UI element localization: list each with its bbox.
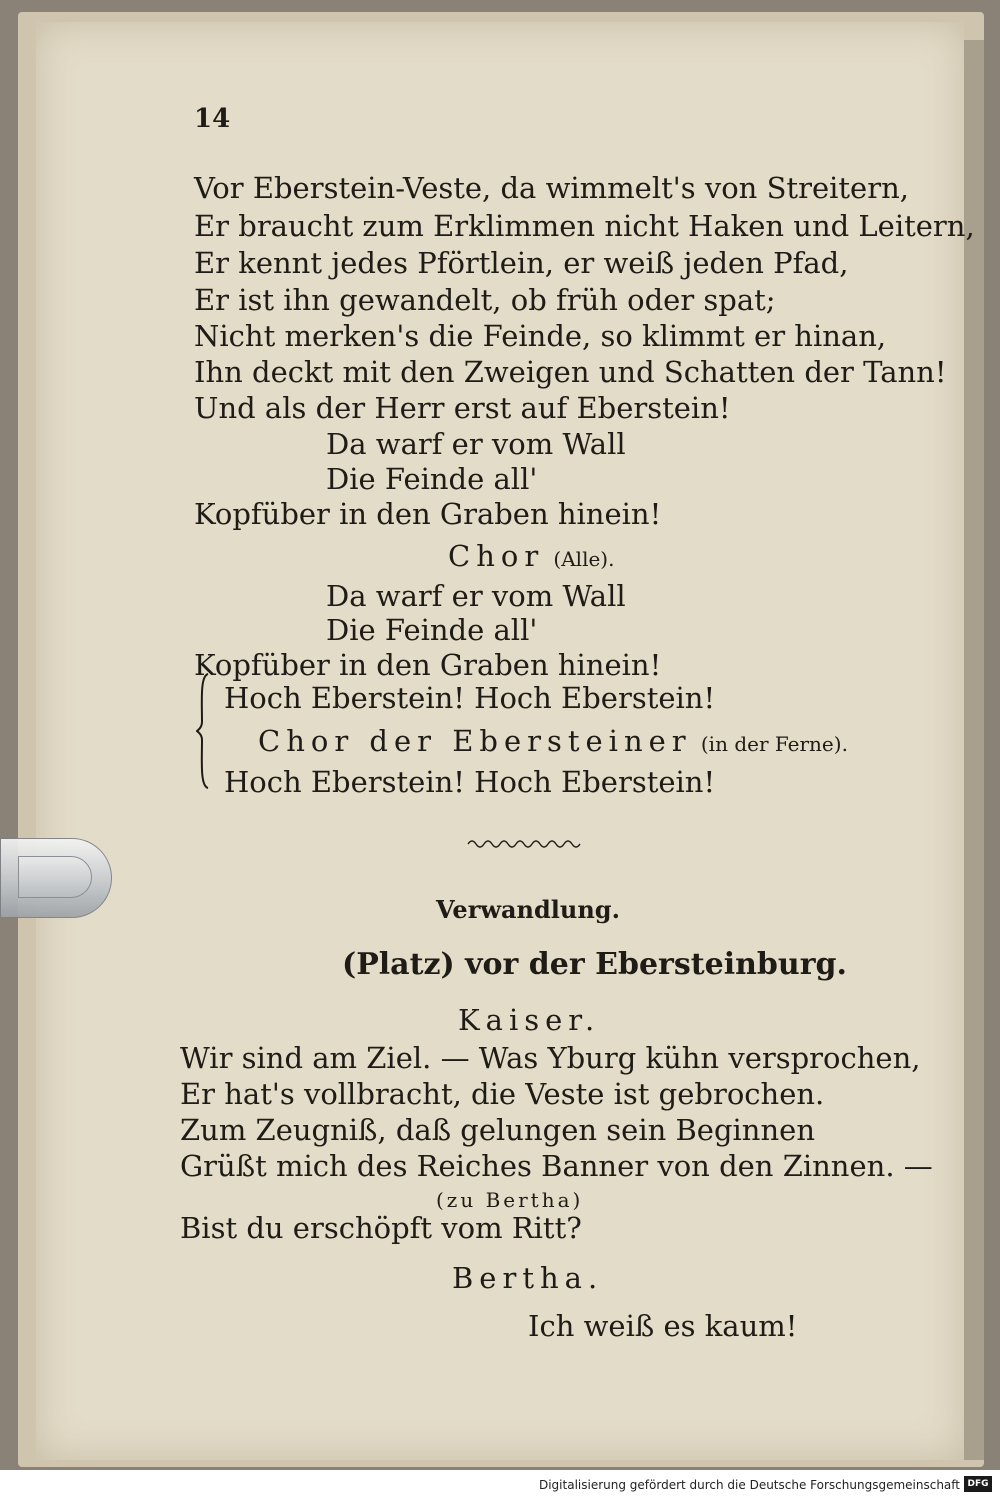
dfg-logo: DFG [964, 1476, 992, 1492]
verse-line: Er braucht zum Erklimmen nicht Haken und Leitern, [194, 209, 975, 243]
footer-bar [0, 1470, 1000, 1501]
paper-clip-icon [0, 820, 118, 938]
hoch-line: Hoch Eberstein! Hoch Eberstein! [224, 765, 716, 799]
chorus-line: Kopfüber in den Graben hinein! [194, 648, 662, 682]
verse-line: Da warf er vom Wall [326, 427, 626, 461]
verse-line: Ihn deckt mit den Zweigen und Schatten der Tann! [194, 355, 947, 389]
dialogue-line: Grüßt mich des Reiches Banner von den Zinnen. — [180, 1149, 933, 1183]
speaker-name: Bertha. [452, 1261, 604, 1295]
verse-line: Vor Eberstein-Veste, da wimmelt's von Streitern, [194, 171, 909, 205]
dialogue-line: Ich weiß es kaum! [528, 1309, 798, 1343]
chorus-line: Die Feinde all' [326, 613, 538, 647]
ebersteiner-chorus-heading: Chor der Ebersteiner (in der Ferne). [258, 724, 848, 758]
page-number: 14 [194, 104, 231, 134]
verse-line: Er ist ihn gewandelt, ob früh oder spat; [194, 283, 776, 317]
dialogue-line: Zum Zeugniß, daß gelungen sein Beginnen [180, 1113, 815, 1147]
chorus-heading: Chor (Alle). [448, 539, 615, 573]
ornament-divider [466, 836, 586, 850]
verse-line: Kopfüber in den Graben hinein! [194, 497, 662, 531]
dialogue-line: Wir sind am Ziel. — Was Yburg kühn versprochen, [180, 1041, 921, 1075]
stage-direction: (zu Bertha) [436, 1188, 584, 1212]
verse-line: Und als der Herr erst auf Eberstein! [194, 391, 731, 425]
scene-change-heading: Verwandlung. [436, 895, 620, 924]
footer-credit: Digitalisierung gefördert durch die Deutsche Forschungsgemeinschaft [538, 1478, 960, 1492]
scene-location-heading: (Platz) vor der Ebersteinburg. [342, 947, 847, 982]
dialogue-line: Er hat's vollbracht, die Veste ist gebrochen. [180, 1077, 825, 1111]
verse-line: Die Feinde all' [326, 462, 538, 496]
hoch-line: Hoch Eberstein! Hoch Eberstein! [224, 681, 716, 715]
verse-line: Er kennt jedes Pförtlein, er weiß jeden Pfad, [194, 246, 849, 280]
speaker-name: Kaiser. [458, 1003, 601, 1037]
curly-brace-icon [196, 672, 210, 790]
dialogue-line: Bist du erschöpft vom Ritt? [180, 1211, 582, 1245]
verse-line: Nicht merken's die Feinde, so klimmt er hinan, [194, 319, 887, 353]
chorus-line: Da warf er vom Wall [326, 579, 626, 613]
